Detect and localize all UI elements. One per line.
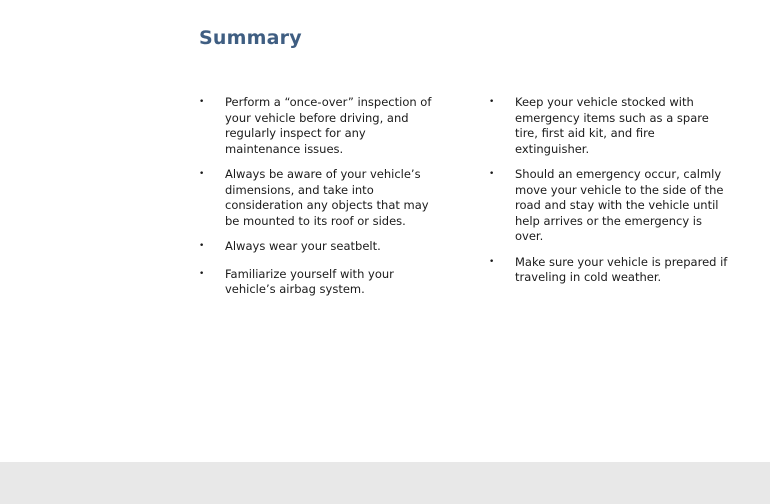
bullet-icon: • <box>489 169 495 179</box>
list-item-text: Make sure your vehicle is prepared if traveling in cold weather. <box>515 254 728 284</box>
bullet-icon: • <box>199 97 205 107</box>
left-bullet-list <box>199 95 439 308</box>
list-item <box>199 267 439 298</box>
slide-title: Summary <box>199 27 302 49</box>
bullet-icon: • <box>489 256 495 267</box>
list-item-text: Always be aware of your vehicle’s dimensions, and take into consideration any objects that may be mounted to its roof or sides. <box>225 167 429 228</box>
right-bullet-list <box>489 95 729 296</box>
list-item-text: Should an emergency occur, calmly move your vehicle to the side of the road and stay with the vehicle until help arrives or the emergency is over. <box>515 167 724 243</box>
list-item-text: Perform a “once-over” inspection of your vehicle before driving, and regularly inspect for any maintenance issues. <box>225 95 432 156</box>
footer-band <box>0 462 770 504</box>
bullet-icon: • <box>199 268 205 279</box>
list-item <box>489 95 729 157</box>
list-item-text: Keep your vehicle stocked with emergency items such as a spare tire, first aid kit, and fire extinguisher. <box>515 95 709 156</box>
bullet-icon: • <box>199 241 205 251</box>
list-item <box>199 167 439 229</box>
list-item <box>199 95 439 157</box>
list-item-text: Familiarize yourself with your vehicle’s airbag system. <box>225 266 394 296</box>
list-item-text: Always wear your seatbelt. <box>225 239 381 253</box>
list-item <box>199 239 439 255</box>
bullet-icon: • <box>199 169 205 179</box>
bullet-icon: • <box>489 97 495 107</box>
list-item <box>489 255 729 286</box>
list-item <box>489 167 729 245</box>
